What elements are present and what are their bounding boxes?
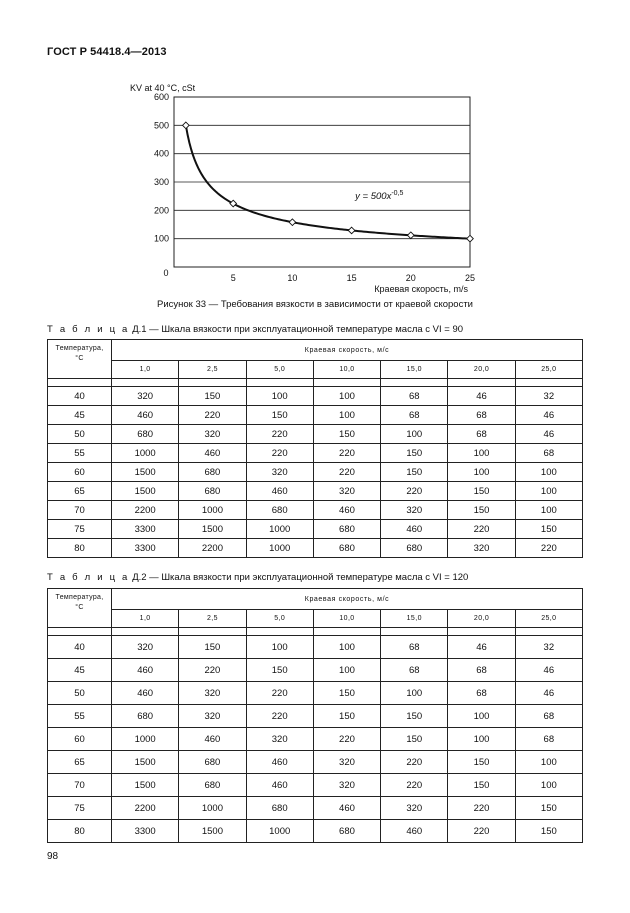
viscosity-cell: 220 [381,751,448,774]
temperature-cell: 50 [48,682,112,705]
x-tick-label: 20 [405,273,416,283]
viscosity-cell: 100 [381,425,448,444]
viscosity-cell: 150 [515,820,582,843]
table-row [48,463,583,482]
viscosity-cell: 680 [246,501,313,520]
table-row [48,482,583,501]
viscosity-cell: 150 [448,482,515,501]
y-tick-label: 100 [153,233,169,244]
viscosity-cell: 150 [313,425,380,444]
viscosity-cell: 320 [313,482,380,501]
viscosity-cell: 3300 [112,520,179,539]
viscosity-cell: 32 [515,636,582,659]
viscosity-cell: 46 [515,682,582,705]
viscosity-cell: 1500 [112,774,179,797]
viscosity-cell: 1000 [179,501,246,520]
table-row [48,774,583,797]
viscosity-cell: 100 [313,659,380,682]
viscosity-cell: 150 [515,520,582,539]
viscosity-cell: 1000 [112,728,179,751]
temp-header-unit: °C [75,355,84,362]
table-row [48,406,583,425]
speed-column-header: Краевая скорость, м/с [112,340,583,361]
viscosity-cell: 220 [515,539,582,558]
temperature-cell: 40 [48,387,112,406]
viscosity-cell: 320 [448,539,515,558]
viscosity-cell: 1000 [112,444,179,463]
viscosity-cell: 68 [448,682,515,705]
viscosity-cell: 1500 [179,520,246,539]
viscosity-cell: 2200 [112,501,179,520]
table1-title [47,324,463,335]
viscosity-cell: 220 [246,444,313,463]
viscosity-cell: 460 [112,682,179,705]
speed-header-cell: 25,0 [515,361,582,379]
table-row [48,682,583,705]
viscosity-cell: 68 [381,387,448,406]
viscosity-cell: 320 [313,774,380,797]
speed-subheader-row [48,610,583,628]
temp-column-header [48,340,112,379]
data-point [408,232,415,239]
temp-header-unit: °C [75,604,84,611]
table-row [48,425,583,444]
speed-column-header: Краевая скорость, м/с [112,589,583,610]
viscosity-cell: 220 [448,797,515,820]
viscosity-cell: 100 [448,728,515,751]
viscosity-cell: 320 [179,425,246,444]
viscosity-cell: 1500 [112,463,179,482]
viscosity-cell: 1000 [246,820,313,843]
temperature-cell: 45 [48,406,112,425]
temp-header-line1: Температура, [55,345,104,352]
temperature-cell: 55 [48,705,112,728]
temperature-cell: 75 [48,797,112,820]
viscosity-cell: 320 [313,751,380,774]
table-row [48,705,583,728]
viscosity-cell: 460 [179,444,246,463]
speed-header-cell: 5,0 [246,610,313,628]
figure-caption: Рисунок 33 — Требования вязкости в зависимости от краевой скорости [157,299,473,310]
viscosity-cell: 220 [313,463,380,482]
viscosity-cell: 150 [246,406,313,425]
viscosity-cell: 150 [246,659,313,682]
viscosity-cell: 100 [246,636,313,659]
viscosity-cell: 220 [246,425,313,444]
viscosity-cell: 100 [448,444,515,463]
viscosity-cell: 320 [381,501,448,520]
table-row [48,501,583,520]
viscosity-cell: 68 [448,659,515,682]
table1-caption: Д.1 — Шкала вязкости при эксплуатационной температуре масла с VI = 90 [132,324,464,335]
speed-header-cell: 15,0 [381,361,448,379]
y-axis-label: KV at 40 °C, cSt [130,83,196,93]
viscosity-cell: 320 [381,797,448,820]
speed-header-cell: 1,0 [112,361,179,379]
table-row [48,728,583,751]
viscosity-cell: 46 [515,425,582,444]
viscosity-cell: 150 [381,705,448,728]
temperature-cell: 70 [48,501,112,520]
y-tick-label: 500 [153,120,169,131]
viscosity-cell: 680 [313,520,380,539]
viscosity-cell: 460 [112,659,179,682]
temperature-cell: 65 [48,482,112,501]
viscosity-cell: 68 [381,659,448,682]
temperature-cell: 60 [48,728,112,751]
y-tick-label: 300 [153,177,169,187]
viscosity-cell: 150 [381,728,448,751]
table2-title [47,572,468,583]
viscosity-cell: 46 [448,387,515,406]
viscosity-cell: 680 [179,751,246,774]
table2-label: Т а б л и ц а [47,572,130,583]
viscosity-cell: 680 [246,797,313,820]
viscosity-cell: 220 [313,444,380,463]
viscosity-cell: 1500 [112,751,179,774]
viscosity-cell: 220 [246,705,313,728]
table-row [48,444,583,463]
temperature-cell: 70 [48,774,112,797]
table-row [48,797,583,820]
table1-body [48,387,583,558]
x-axis-label: Краевая скорость, m/s [374,284,468,294]
y-tick-label: 400 [153,148,169,159]
viscosity-cell: 100 [515,463,582,482]
viscosity-cell: 220 [179,406,246,425]
table-row [48,659,583,682]
viscosity-cell: 460 [246,482,313,501]
temperature-cell: 60 [48,463,112,482]
viscosity-cell: 1000 [246,539,313,558]
viscosity-cell: 100 [515,751,582,774]
viscosity-cell: 680 [179,482,246,501]
viscosity-cell: 100 [515,482,582,501]
x-tick-label: 5 [230,273,236,283]
viscosity-cell: 220 [246,682,313,705]
speed-header-cell: 2,5 [179,610,246,628]
viscosity-cell: 100 [313,636,380,659]
table-row [48,520,583,539]
temperature-cell: 80 [48,820,112,843]
table1-label: Т а б л и ц а [47,324,130,335]
viscosity-cell: 1000 [179,797,246,820]
data-point [289,219,296,226]
speed-header-cell: 10,0 [313,361,380,379]
table2-body [48,636,583,843]
viscosity-cell: 150 [448,501,515,520]
speed-header-cell: 10,0 [313,610,380,628]
viscosity-cell: 460 [381,820,448,843]
viscosity-cell: 3300 [112,820,179,843]
viscosity-cell: 100 [448,705,515,728]
speed-header-cell: 2,5 [179,361,246,379]
viscosity-cell: 460 [246,751,313,774]
temp-column-header [48,589,112,628]
x-tick-label: 25 [464,273,476,283]
viscosity-cell: 150 [515,797,582,820]
viscosity-cell: 2200 [179,539,246,558]
viscosity-cell: 320 [246,463,313,482]
y-tick-label: 600 [153,92,169,102]
page-number: 98 [47,851,59,862]
viscosity-table-vi90 [47,339,583,558]
y-tick-label: 200 [153,205,169,216]
viscosity-cell: 1000 [246,520,313,539]
temperature-cell: 45 [48,659,112,682]
viscosity-cell: 68 [515,728,582,751]
temp-header-line1: Температура, [55,594,104,601]
viscosity-cell: 460 [246,774,313,797]
viscosity-cell: 680 [313,820,380,843]
viscosity-cell: 150 [448,774,515,797]
temperature-cell: 50 [48,425,112,444]
viscosity-cell: 100 [381,682,448,705]
viscosity-cell: 150 [179,636,246,659]
viscosity-cell: 460 [313,501,380,520]
viscosity-cell: 150 [381,463,448,482]
table-row [48,539,583,558]
viscosity-cell: 100 [313,387,380,406]
viscosity-cell: 1500 [112,482,179,501]
origin-label: 0 [163,268,169,278]
header-gap-row [48,379,583,387]
viscosity-cell: 68 [448,406,515,425]
viscosity-cell: 100 [448,463,515,482]
viscosity-cell: 1500 [179,820,246,843]
equation-label: $y = 500x^{-0,5}$ [355,190,404,202]
viscosity-table-vi120 [47,588,583,843]
x-tick-label: 10 [287,273,298,283]
viscosity-cell: 460 [179,728,246,751]
viscosity-cell: 320 [179,705,246,728]
viscosity-cell: 220 [313,728,380,751]
data-point [183,122,190,129]
viscosity-cell: 46 [515,659,582,682]
viscosity-cell: 220 [448,820,515,843]
table2-caption: Д.2 — Шкала вязкости при эксплуатационной температуре масла с VI = 120 [132,572,469,583]
viscosity-cell: 100 [313,406,380,425]
viscosity-cell: 320 [179,682,246,705]
viscosity-cell: 220 [381,482,448,501]
viscosity-cell: 320 [246,728,313,751]
viscosity-cell: 150 [381,444,448,463]
viscosity-cell: 68 [381,636,448,659]
temperature-cell: 55 [48,444,112,463]
viscosity-cell: 220 [179,659,246,682]
viscosity-cell: 320 [112,636,179,659]
speed-header-cell: 25,0 [515,610,582,628]
speed-header-cell: 5,0 [246,361,313,379]
viscosity-cell: 100 [515,774,582,797]
temperature-cell: 40 [48,636,112,659]
speed-header-cell: 1,0 [112,610,179,628]
viscosity-cell: 680 [179,774,246,797]
viscosity-cell: 46 [448,636,515,659]
viscosity-cell: 150 [448,751,515,774]
speed-header-cell: 20,0 [448,610,515,628]
viscosity-cell: 680 [112,705,179,728]
viscosity-cell: 680 [179,463,246,482]
viscosity-cell: 32 [515,387,582,406]
viscosity-cell: 220 [381,774,448,797]
temperature-cell: 75 [48,520,112,539]
viscosity-cell: 150 [179,387,246,406]
x-tick-label: 15 [346,273,357,283]
viscosity-cell: 100 [246,387,313,406]
viscosity-cell: 320 [112,387,179,406]
speed-header-cell: 15,0 [381,610,448,628]
viscosity-cell: 460 [112,406,179,425]
temperature-cell: 80 [48,539,112,558]
table-row [48,636,583,659]
viscosity-cell: 460 [313,797,380,820]
viscosity-cell: 68 [515,444,582,463]
viscosity-cell: 68 [515,705,582,728]
temperature-cell: 65 [48,751,112,774]
document-code: ГОСТ Р 54418.4—2013 [47,46,167,58]
speed-header-cell: 20,0 [448,361,515,379]
viscosity-cell: 680 [313,539,380,558]
table-row [48,820,583,843]
table-row [48,387,583,406]
viscosity-cell: 150 [313,682,380,705]
viscosity-cell: 3300 [112,539,179,558]
viscosity-chart [130,74,510,296]
table-row [48,751,583,774]
viscosity-cell: 100 [515,501,582,520]
viscosity-cell: 68 [448,425,515,444]
viscosity-cell: 2200 [112,797,179,820]
data-point [348,227,355,234]
viscosity-cell: 460 [381,520,448,539]
viscosity-cell: 46 [515,406,582,425]
viscosity-cell: 68 [381,406,448,425]
viscosity-cell: 220 [448,520,515,539]
data-point [467,235,474,242]
header-gap-row [48,628,583,636]
viscosity-cell: 680 [112,425,179,444]
speed-subheader-row [48,361,583,379]
viscosity-cell: 150 [313,705,380,728]
viscosity-cell: 680 [381,539,448,558]
